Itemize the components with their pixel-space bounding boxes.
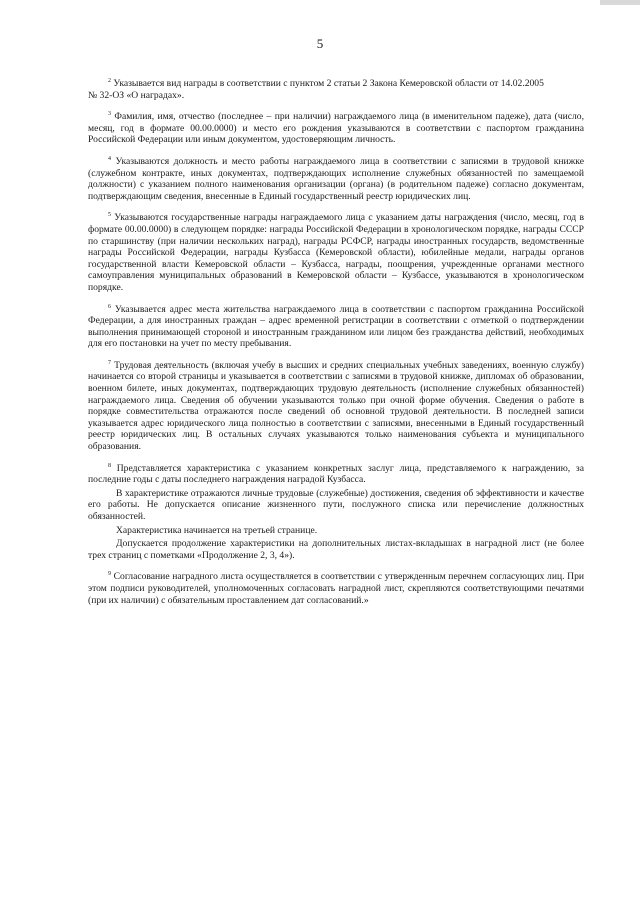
footnote-paragraph: $^6$ Указывается адрес места жительства награждаемого лица в соответствии с паспортом гражданина Российской Федерации, а для иностранных граждан – адрес временной регистрации в соответствии с отметкой о подтверждении выполнения принимающей стороной и иностранным гражданином или лицом без гражданства действий, необходимых для его постановки на учет по месту пребывания. [88, 303, 584, 350]
footnote-marker: 5 [108, 212, 111, 219]
footnote-marker: 6 [108, 303, 111, 310]
footnote-paragraph: $^5$ Указываются государственные награды награждаемого лица с указанием даты награждения (число, месяц, год в формате 00.00.0000) в следующем порядке: награды Российской Федерации в хронологическом порядке, награды СССР по старшинству (при наличии нескольких наград), награды РСФСР, награды иностранных государств, ведомственные награды Российской Федерации, награды Кузбасса (Кемеровской области), юбилейные медали, награды органов государственной власти Кемеровской области – Кузбасса, награды, поощрения, учрежденные органами местного самоуправления муниципальных образований в Кемеровской области – Кузбассе, указываются в хронологическом порядке. [88, 212, 584, 293]
footnote-marker: 8 [108, 462, 111, 469]
footnote-marker: 9 [108, 571, 111, 578]
scan-edge-mark [600, 0, 640, 5]
footnote-4 [88, 156, 584, 202]
page-number: 5 [316, 36, 324, 51]
footnote-paragraph: $^4$ Указываются должность и место работы награждаемого лица в соответствии с записями в трудовой книжке (служебном контракте, иных документах, подтверждающих исполнение служебных обязанностей по замещаемой должности) с указанием полного наименования организации (органа) (в родительном падеже) согласно документам, подтверждающим сведения, внесенные в Единый государственный реестр юридических лиц. [88, 155, 584, 202]
footnote-3 [88, 111, 584, 146]
footnotes-section [88, 78, 584, 616]
footnote-8 [88, 463, 584, 562]
footnote-marker: 4 [108, 155, 111, 162]
footnote-paragraph: № 32-ОЗ «О наградах». [88, 89, 185, 101]
footnote-paragraph: $^2$ Указывается вид награды в соответствии с пунктом 2 статьи 2 Закона Кемеровской области от 14.02.2005 [108, 78, 544, 89]
footnote-paragraph: $^3$ Фамилия, имя, отчество (последнее – при наличии) награждаемого лица (в именительном падеже), дата (число, месяц, год в формате 00.00.0000) и место его рождения указываются в соответствии с паспортом гражданина Российской Федерации или иным документом, удостоверяющим личность. [88, 111, 584, 146]
footnote-paragraph: Характеристика начинается на третьей странице. [116, 524, 318, 536]
footnote-paragraph: Допускается продолжение характеристики на дополнительных листах-вкладышах в наградной лист (не более трех страниц с пометками «Продолжение 2, 3, 4»). [88, 538, 584, 561]
footnote-marker: 3 [108, 111, 111, 118]
footnote-marker: 7 [108, 359, 111, 366]
footnote-5 [88, 212, 584, 293]
footnote-7 [88, 360, 584, 453]
footnote-9 [88, 571, 584, 606]
footnote-6 [88, 304, 584, 350]
footnote-paragraph: В характеристике отражаются личные трудовые (служебные) достижения, сведения об эффективности и качестве его работы. Не допускается описание жизненного пути, послужного списка или перечисление должностных обязанностей. [88, 487, 584, 522]
footnote-paragraph: $^8$ Представляется характеристика с указанием конкретных заслуг лица, представляемого к награждению, за последние годы с даты последнего награждения наградой Кузбасса. [88, 462, 584, 486]
footnote-paragraph: $^9$ Согласование наградного листа осуществляется в соответствии с утвержденным перечнем согласующих лиц. При этом подписи руководителей, уполномоченных согласовать наградной лист, скрепляются соответствующими печатями (при их наличии) с обязательным проставлением дат согласований.» [88, 571, 584, 606]
footnote-paragraph: $^7$ Трудовая деятельность (включая учебу в высших и средних специальных учебных заведениях, военную службу) начинается со второй страницы и указывается в соответствии с записями в трудовой книжке, дипломах об образовании, военном билете, иных документах, подтверждающих трудовую деятельность (исполнение служебных обязанностей) награждаемого лица. Сведения об обучении указываются только при очной форме обучения. Сведения о работе в порядке совместительства отражаются после сведений об основной трудовой деятельности. В последней записи указывается адрес юридического лица полностью в соответствии с записями, внесенными в Единый государственный реестр юридических лиц. В остальных случаях указываются только наименования субъекта и муниципального образования. [88, 359, 584, 453]
footnote-marker: 2 [108, 78, 111, 84]
footnote-2 [88, 78, 584, 101]
